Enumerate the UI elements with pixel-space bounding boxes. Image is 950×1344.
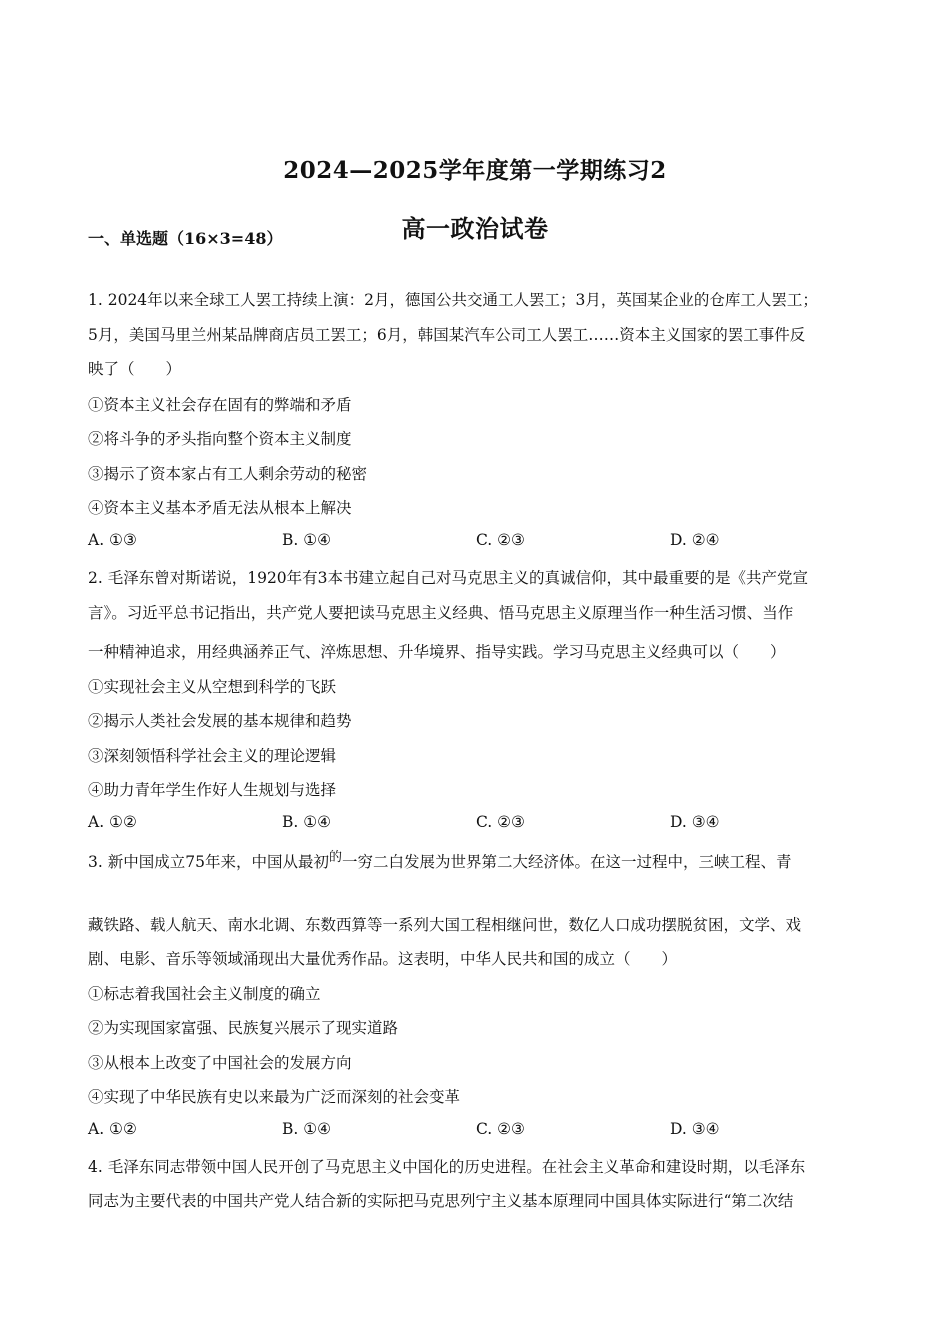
q3-text-start: 3. 新中国成立75年来，中国从最初 — [88, 853, 329, 871]
question-3-choices — [88, 1120, 868, 1142]
question-2-option: ①实现社会主义从空想到科学的飞跃 — [88, 678, 337, 696]
choice-b: B. ①④ — [282, 813, 332, 831]
q3-text-end: 一穷二白发展为世界第二大经济体。在这一过程中，三峡工程、青 — [341, 853, 792, 871]
question-1-option: ①资本主义社会存在固有的弊端和矛盾 — [88, 396, 352, 414]
question-1-option: ④资本主义基本矛盾无法从根本上解决 — [88, 499, 352, 517]
choice-b: B. ①④ — [282, 531, 332, 549]
exam-title-year: 2024—2025学年度第一学期练习2 — [283, 157, 667, 184]
question-1-choices — [88, 531, 868, 553]
question-2-option: ③深刻领悟科学社会主义的理论逻辑 — [88, 747, 337, 765]
question-1-text: 5月，美国马里兰州某品牌商店员工罢工；6月，韩国某汽车公司工人罢工……资本主义国家的罢工事件反 — [88, 326, 806, 344]
choice-a: A. ①② — [88, 813, 137, 831]
question-2-text: 2. 毛泽东曾对斯诺说，1920年有3本书建立起自己对马克思主义的真诚信仰，其中最重要的是《共产党宣 — [88, 569, 809, 587]
question-3-option: ④实现了中华民族有史以来最为广泛而深刻的社会变革 — [88, 1088, 461, 1106]
question-3-text: 藏铁路、载人航天、南水北调、东数西算等一系列大国工程相继问世，数亿人口成功摆脱贫困，文学、戏 — [88, 916, 802, 934]
choice-c: C. ②③ — [476, 531, 525, 549]
question-1-text: 1. 2024年以来全球工人罢工持续上演：2月，德国公共交通工人罢工；3月，英国某企业的仓库工人罢工； — [88, 291, 818, 309]
question-2-text: 一种精神追求，用经典涵养正气、淬炼思想、升华境界、指导实践。学习马克思主义经典可以（ ） — [88, 643, 786, 661]
choice-b: B. ①④ — [282, 1120, 332, 1138]
exam-title-subject: 高一政治试卷 — [401, 214, 549, 243]
question-4-text: 4. 毛泽东同志带领中国人民开创了马克思主义中国化的历史进程。在社会主义革命和建设时期，以毛泽东 — [88, 1158, 806, 1176]
question-3-text: 剧、电影、音乐等领域涌现出大量优秀作品。这表明，中华人民共和国的成立（ ） — [88, 950, 678, 968]
question-3-option: ③从根本上改变了中国社会的发展方向 — [88, 1054, 352, 1072]
question-1-option: ③揭示了资本家占有工人剩余劳动的秘密 — [88, 465, 368, 483]
question-2-option: ②揭示人类社会发展的基本规律和趋势 — [88, 712, 352, 730]
question-1-text: 映了（ ） — [88, 360, 182, 378]
question-3-option: ①标志着我国社会主义制度的确立 — [88, 985, 321, 1003]
choice-a: A. ①③ — [88, 531, 137, 549]
choice-d: D. ②④ — [670, 531, 720, 549]
q3-raised-char: 的 — [328, 850, 342, 865]
choice-c: C. ②③ — [476, 813, 525, 831]
question-4-text: 同志为主要代表的中国共产党人结合新的实际把马克思列宁主义基本原理同中国具体实际进行“第二次结 — [88, 1192, 794, 1210]
question-3-text — [88, 850, 868, 872]
question-2-text: 言》。习近平总书记指出，共产党人要把读马克思主义经典、悟马克思主义原理当作一种生活习惯、当作 — [88, 604, 794, 622]
choice-d: D. ③④ — [670, 1120, 720, 1138]
question-2-choices — [88, 813, 868, 835]
section-heading: 一、单选题（16×3=48） — [88, 229, 283, 248]
question-1-option: ②将斗争的矛头指向整个资本主义制度 — [88, 430, 352, 448]
choice-c: C. ②③ — [476, 1120, 525, 1138]
question-2-option: ④助力青年学生作好人生规划与选择 — [88, 781, 337, 799]
choice-d: D. ③④ — [670, 813, 720, 831]
choice-a: A. ①② — [88, 1120, 137, 1138]
question-3-option: ②为实现国家富强、民族复兴展示了现实道路 — [88, 1019, 399, 1037]
